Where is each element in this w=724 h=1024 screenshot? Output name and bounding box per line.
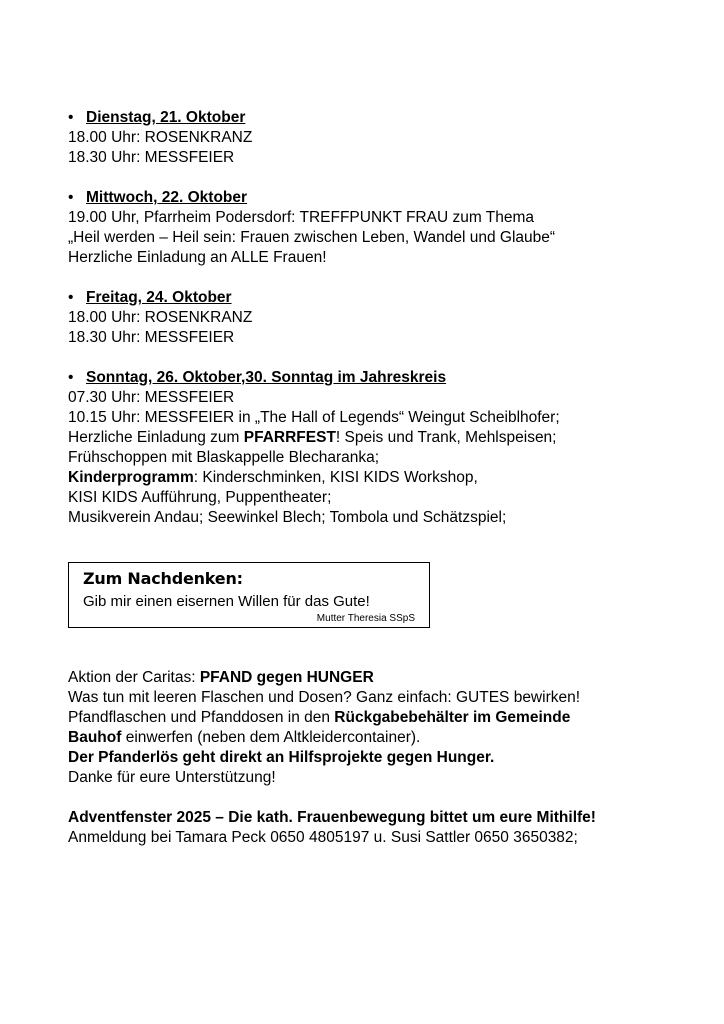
event-heading: • Dienstag, 21. Oktober — [68, 109, 246, 126]
event-line: Musikverein Andau; Seewinkel Blech; Tombola und Schätzspiel; — [68, 509, 507, 526]
reflection-quote: Gib mir einen eisernen Willen für das Gute! — [83, 593, 370, 610]
event-line: 18.30 Uhr: MESSFEIER — [68, 149, 235, 166]
bullet-icon: • — [68, 189, 74, 206]
bullet-icon: • — [68, 289, 74, 306]
bullet-icon: • — [68, 369, 74, 386]
caritas-line: Pfandflaschen und Pfanddosen in den Rückgabebehälter im Gemeinde — [68, 709, 571, 726]
event-heading: • Mittwoch, 22. Oktober — [68, 189, 248, 206]
event-line: Frühschoppen mit Blaskappelle Blecharanka; — [68, 449, 380, 466]
advent-signup: Anmeldung bei Tamara Peck 0650 4805197 u. Susi Sattler 0650 3650382; — [68, 829, 578, 846]
caritas-intro: Aktion der Caritas: PFAND gegen HUNGER — [68, 669, 374, 686]
event-line: 10.15 Uhr: MESSFEIER in „The Hall of Legends“ Weingut Scheiblhofer; — [68, 409, 560, 426]
caritas-section — [68, 668, 708, 848]
event-line: 18.00 Uhr: ROSENKRANZ — [68, 309, 253, 326]
event-line: KISI KIDS Aufführung, Puppentheater; — [68, 489, 332, 506]
event-line: 19.00 Uhr, Pfarrheim Podersdorf: TREFFPUNKT FRAU zum Thema — [68, 209, 535, 226]
event-heading: • Sonntag, 26. Oktober,30. Sonntag im Jahreskreis — [68, 369, 447, 386]
reflection-box — [68, 562, 430, 628]
event-line: Herzliche Einladung an ALLE Frauen! — [68, 249, 327, 266]
caritas-line: Der Pfanderlös geht direkt an Hilfsprojekte gegen Hunger. — [68, 749, 495, 766]
events-section — [68, 108, 708, 528]
caritas-line: Was tun mit leeren Flaschen und Dosen? Ganz einfach: GUTES bewirken! — [68, 689, 581, 706]
caritas-thanks: Danke für eure Unterstützung! — [68, 769, 276, 786]
event-line: „Heil werden – Heil sein: Frauen zwischen Leben, Wandel und Glaube“ — [68, 229, 556, 246]
event-line: 18.30 Uhr: MESSFEIER — [68, 329, 235, 346]
event-heading: • Freitag, 24. Oktober — [68, 289, 232, 306]
event-line: 07.30 Uhr: MESSFEIER — [68, 389, 235, 406]
reflection-title: Zum Nachdenken: — [83, 569, 243, 588]
event-line: Herzliche Einladung zum PFARRFEST! Speis und Trank, Mehlspeisen; — [68, 429, 557, 446]
bullet-icon: • — [68, 109, 74, 126]
event-line: 18.00 Uhr: ROSENKRANZ — [68, 129, 253, 146]
event-line: Kinderprogramm: Kinderschminken, KISI KIDS Workshop, — [68, 469, 478, 486]
caritas-line: Bauhof einwerfen (neben dem Altkleidercontainer). — [68, 729, 421, 746]
reflection-author: Mutter Theresia SSpS — [316, 613, 415, 624]
advent-title: Adventfenster 2025 – Die kath. Frauenbewegung bittet um eure Mithilfe! — [68, 809, 596, 826]
